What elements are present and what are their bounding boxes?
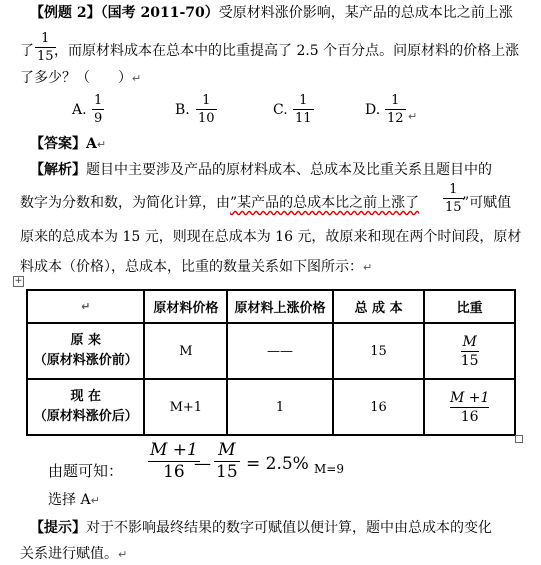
analysis-fraction [443, 183, 464, 214]
analysis-line-2 [20, 192, 419, 212]
ratio-fraction [450, 391, 489, 424]
analysis-quote: ”某产品的总成本比之前上涨了 [230, 195, 420, 211]
equation-fraction-2 [214, 442, 240, 481]
cell-ratio [424, 379, 515, 435]
header-ratio: 比重 [424, 290, 515, 323]
equation-minus: — [194, 454, 211, 474]
analysis-frac-num: 1 [449, 182, 458, 197]
cell-total: 15 [333, 323, 425, 379]
paragraph-mark: ↵ [408, 110, 418, 123]
tip-label: 【提示】 [30, 520, 86, 536]
analysis-frac-den: 15 [445, 200, 462, 215]
paragraph-mark: ↵ [81, 300, 91, 313]
paragraph-mark: ↵ [132, 72, 142, 85]
table-row [27, 379, 515, 435]
option-b-den: 10 [198, 111, 215, 126]
option-c-fraction [293, 94, 314, 125]
header-price: 原材料价格 [144, 290, 227, 323]
option-d-fraction [385, 94, 406, 125]
tip-text-2: 关系进行赋值。 [20, 546, 118, 562]
eq1-num: M +1 [150, 440, 198, 460]
table-header-row [27, 290, 515, 323]
equation-fraction-1 [148, 442, 200, 481]
eq2-den: 15 [216, 462, 238, 482]
paragraph-mark: ↵ [90, 494, 100, 507]
header-empty [27, 290, 144, 323]
equation-prefix: 由题可知： [48, 462, 124, 480]
ratio-num: M +1 [449, 389, 490, 406]
table-move-handle[interactable]: + [14, 276, 23, 286]
tip-line-1 [30, 517, 492, 537]
option-d-num: 1 [391, 93, 400, 108]
row-label-sub: （原材料涨价后） [33, 409, 138, 424]
equation-result: M=9 [314, 462, 344, 476]
answer-line [30, 133, 106, 153]
analysis-line-2-post: ”可赋值 [462, 195, 512, 211]
eq2-num: M [218, 440, 236, 460]
row-label-title: 现 在 [70, 389, 101, 404]
header-increase: 原材料上涨价格 [227, 290, 333, 323]
analysis-line-1 [30, 159, 492, 179]
analysis-text-4: 料成本（价格），总成本，比重的数量关系如下图所示： [20, 259, 363, 275]
cost-table [26, 289, 516, 436]
paragraph-mark: ↵ [363, 261, 373, 274]
problem-text-1: 受原材料涨价影响，某产品的总成本比之前上涨 [218, 5, 513, 21]
problem-line-3 [20, 67, 141, 87]
ratio-den: 15 [460, 352, 479, 369]
problem-tag: 【例题 2】 [30, 5, 101, 21]
option-a-den: 9 [94, 111, 103, 126]
equation-equals: = 2.5% [246, 454, 309, 474]
row-label-after [27, 379, 144, 435]
cell-price: M+1 [144, 379, 227, 435]
row-label-title: 原 来 [70, 333, 101, 348]
ratio-fraction [461, 335, 479, 368]
cell-increase: 1 [227, 379, 333, 435]
option-a-fraction [92, 94, 104, 125]
paragraph-mark: ↵ [96, 138, 107, 151]
answer-value: A [86, 136, 97, 152]
answer-label: 【答案】 [30, 136, 86, 152]
row-label-before [27, 323, 144, 379]
ratio-num: M [462, 333, 477, 350]
analysis-text-1: 题目中主要涉及产品的原材料成本、总成本及比重关系且题目中的 [86, 162, 492, 178]
choose-text: 选择 A [48, 492, 91, 508]
problem-line-2-post: ，而原材料成本在总本中的比重提高了 2.5 个百分点。问原材料的价格上涨 [54, 43, 520, 59]
option-a-letter: A. [72, 102, 87, 118]
analysis-line-3: 原来的总成本为 15 元，则现在总成本为 16 元，故原来和现在两个时间段，原材 [20, 229, 522, 245]
header-total: 总 成 本 [333, 290, 425, 323]
ratio-den: 16 [460, 408, 479, 425]
option-c-num: 1 [299, 93, 308, 108]
analysis-text-2: 数字为分数和数，为简化计算，由 [20, 195, 230, 211]
option-c-den: 11 [295, 111, 312, 126]
table-resize-handle[interactable] [515, 435, 523, 443]
option-b-num: 1 [202, 93, 211, 108]
option-b-letter: B. [175, 102, 190, 118]
cell-price: M [144, 323, 227, 379]
option-b-fraction [196, 94, 217, 125]
problem-source: （国考 2011-70） [100, 5, 219, 21]
option-d-letter: D. [365, 102, 381, 118]
analysis-line-4 [20, 256, 372, 276]
cell-increase: —— [227, 323, 333, 379]
row-label-sub: （原材料涨价前） [33, 353, 138, 368]
choose-line [48, 489, 100, 509]
tip-text-1: 对于不影响最终结果的数字可赋值以便计算，题中由总成本的变化 [86, 520, 492, 536]
problem-question: 了多少？（ ） [20, 70, 132, 86]
analysis-label: 【解析】 [30, 162, 86, 178]
problem-fraction [35, 32, 56, 63]
option-d-den: 12 [387, 111, 404, 126]
fraction-denominator: 15 [37, 49, 54, 64]
eq1-den: 16 [163, 462, 185, 482]
fraction-numerator: 1 [41, 31, 50, 46]
cell-total: 16 [333, 379, 425, 435]
table-row [27, 323, 515, 379]
option-c-letter: C. [273, 102, 288, 118]
tip-line-2 [20, 543, 127, 563]
problem-line-1 [30, 2, 513, 22]
paragraph-mark: ↵ [118, 548, 128, 561]
problem-line-2-pre: 了 [20, 43, 34, 59]
cell-ratio [424, 323, 515, 379]
option-a-num: 1 [94, 93, 103, 108]
